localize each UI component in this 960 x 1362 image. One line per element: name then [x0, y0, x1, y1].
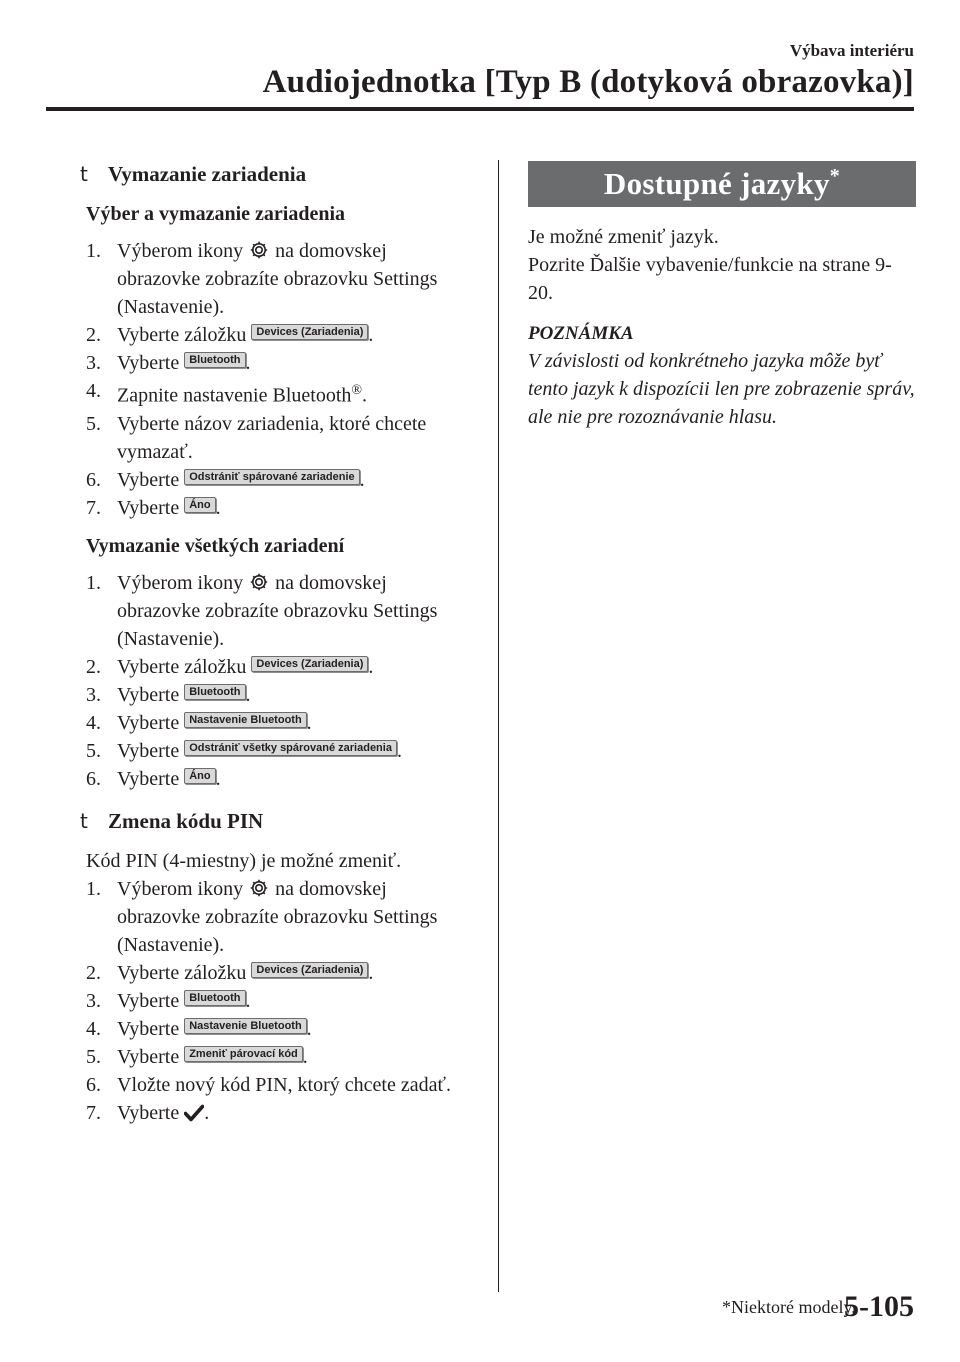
step-item: 1. Výberom ikony na domovskej obrazovke zobrazíte obrazovku Settings (Nastavenie).: [86, 571, 438, 650]
step-item: 2. Vyberte záložku Devices (Zariadenia) .: [86, 324, 374, 346]
header-section: Výbava interiéru: [789, 41, 914, 60]
note-text: V závislosti od konkrétneho jazyka môže byť tento jazyk k dispozícii len pre zobrazenie správ, ale nie pre rozoznávanie hlasu.: [528, 350, 915, 428]
bluetooth-button: Bluetooth: [184, 352, 245, 368]
step-item: 4. Zapnite nastavenie Bluetooth®.: [86, 380, 368, 407]
section-title-change-pin: [68, 807, 468, 835]
note-heading: POZNÁMKA: [528, 323, 634, 344]
model-availability-mark: *: [829, 165, 841, 187]
footer-note: *Niektoré modely.: [722, 1297, 856, 1317]
section-title-text: Zmena kódu PIN: [108, 808, 264, 833]
step-item: 5. Vyberte Zmeniť párovací kód .: [86, 1045, 308, 1068]
gear-icon: [249, 572, 269, 592]
step-item: 2. Vyberte záložku Devices (Zariadenia) .: [86, 655, 374, 678]
pin-intro-text: Kód PIN (4-miestny) je možné zmeniť.: [86, 849, 402, 872]
devices-tab-button: Devices (Zariadenia): [251, 962, 368, 978]
yes-button: Áno: [184, 768, 215, 784]
right-column: [528, 161, 916, 431]
column-divider: [498, 160, 499, 1292]
checkmark-icon: [184, 1104, 204, 1122]
step-item: 7. Vyberte .: [86, 1101, 210, 1124]
step-item: 6. Vložte nový kód PIN, ktorý chcete zadať.: [86, 1073, 451, 1096]
section-title-delete-device: [68, 160, 468, 188]
devices-tab-button: Devices (Zariadenia): [251, 656, 368, 672]
step-item: 3. Vyberte Bluetooth .: [86, 352, 251, 374]
bluetooth-button: Bluetooth: [184, 684, 245, 700]
step-item: 4. Vyberte Nastavenie Bluetooth .: [86, 711, 312, 734]
section-title-text: Vymazanie zariadenia: [108, 162, 307, 186]
reference-text: Pozrite Ďalšie vybavenie/funkcie na strane 9-20.: [528, 254, 892, 304]
bluetooth-settings-button: Nastavenie Bluetooth: [184, 1018, 306, 1034]
step-item: 3. Vyberte Bluetooth .: [86, 989, 251, 1012]
step-item: 3. Vyberte Bluetooth .: [86, 683, 251, 706]
language-text: Je možné zmeniť jazyk.: [528, 226, 719, 248]
step-item: 5. Vyberte Odstrániť všetky spárované zariadenia .: [86, 739, 402, 762]
header-rule: [46, 107, 914, 111]
step-item: 6. Vyberte Odstrániť spárované zariadenie .: [86, 468, 365, 491]
remove-all-paired-devices-button: Odstrániť všetky spárované zariadenia: [184, 740, 397, 756]
left-column: [68, 160, 468, 1137]
page-number: 5-105: [844, 1290, 914, 1323]
step-item: 4. Vyberte Nastavenie Bluetooth .: [86, 1017, 312, 1040]
section-banner: Dostupné jazyky*: [528, 161, 916, 207]
subsection-title-select-delete: Výber a vymazanie zariadenia: [86, 203, 346, 225]
step-item: 1. Výberom ikony na domovskej obrazovke zobrazíte obrazovku Settings (Nastavenie).: [86, 877, 438, 956]
change-pairing-code-button: Zmeniť párovací kód: [184, 1046, 303, 1062]
step-item: 7. Vyberte Áno .: [86, 496, 221, 519]
bluetooth-button: Bluetooth: [184, 990, 245, 1006]
section-bullet: t: [80, 162, 88, 186]
gear-icon: [249, 878, 269, 898]
remove-paired-device-button: Odstrániť spárované zariadenie: [184, 469, 359, 485]
steps-delete-all: [68, 569, 468, 793]
gear-icon: [249, 240, 269, 260]
step-item: 5. Vyberte názov zariadenia, ktoré chcete vymazať.: [86, 412, 427, 463]
header-title: Audiojednotka [Typ B (dotyková obrazovka)]: [262, 64, 914, 100]
steps-select-delete: [68, 237, 468, 522]
step-item: 1. Výberom ikony na domovskej obrazovke zobrazíte obrazovku Settings (Nastavenie).: [86, 240, 438, 318]
bluetooth-settings-button: Nastavenie Bluetooth: [184, 712, 306, 728]
steps-change-pin: [68, 875, 468, 1127]
page-header: [263, 40, 914, 102]
devices-tab-button: Devices (Zariadenia): [251, 324, 368, 340]
subsection-title-delete-all: Vymazanie všetkých zariadení: [86, 534, 345, 557]
step-item: 6. Vyberte Áno .: [86, 767, 221, 790]
section-bullet: t: [80, 808, 88, 833]
step-item: 2. Vyberte záložku Devices (Zariadenia) .: [86, 961, 374, 984]
yes-button: Áno: [184, 497, 215, 513]
